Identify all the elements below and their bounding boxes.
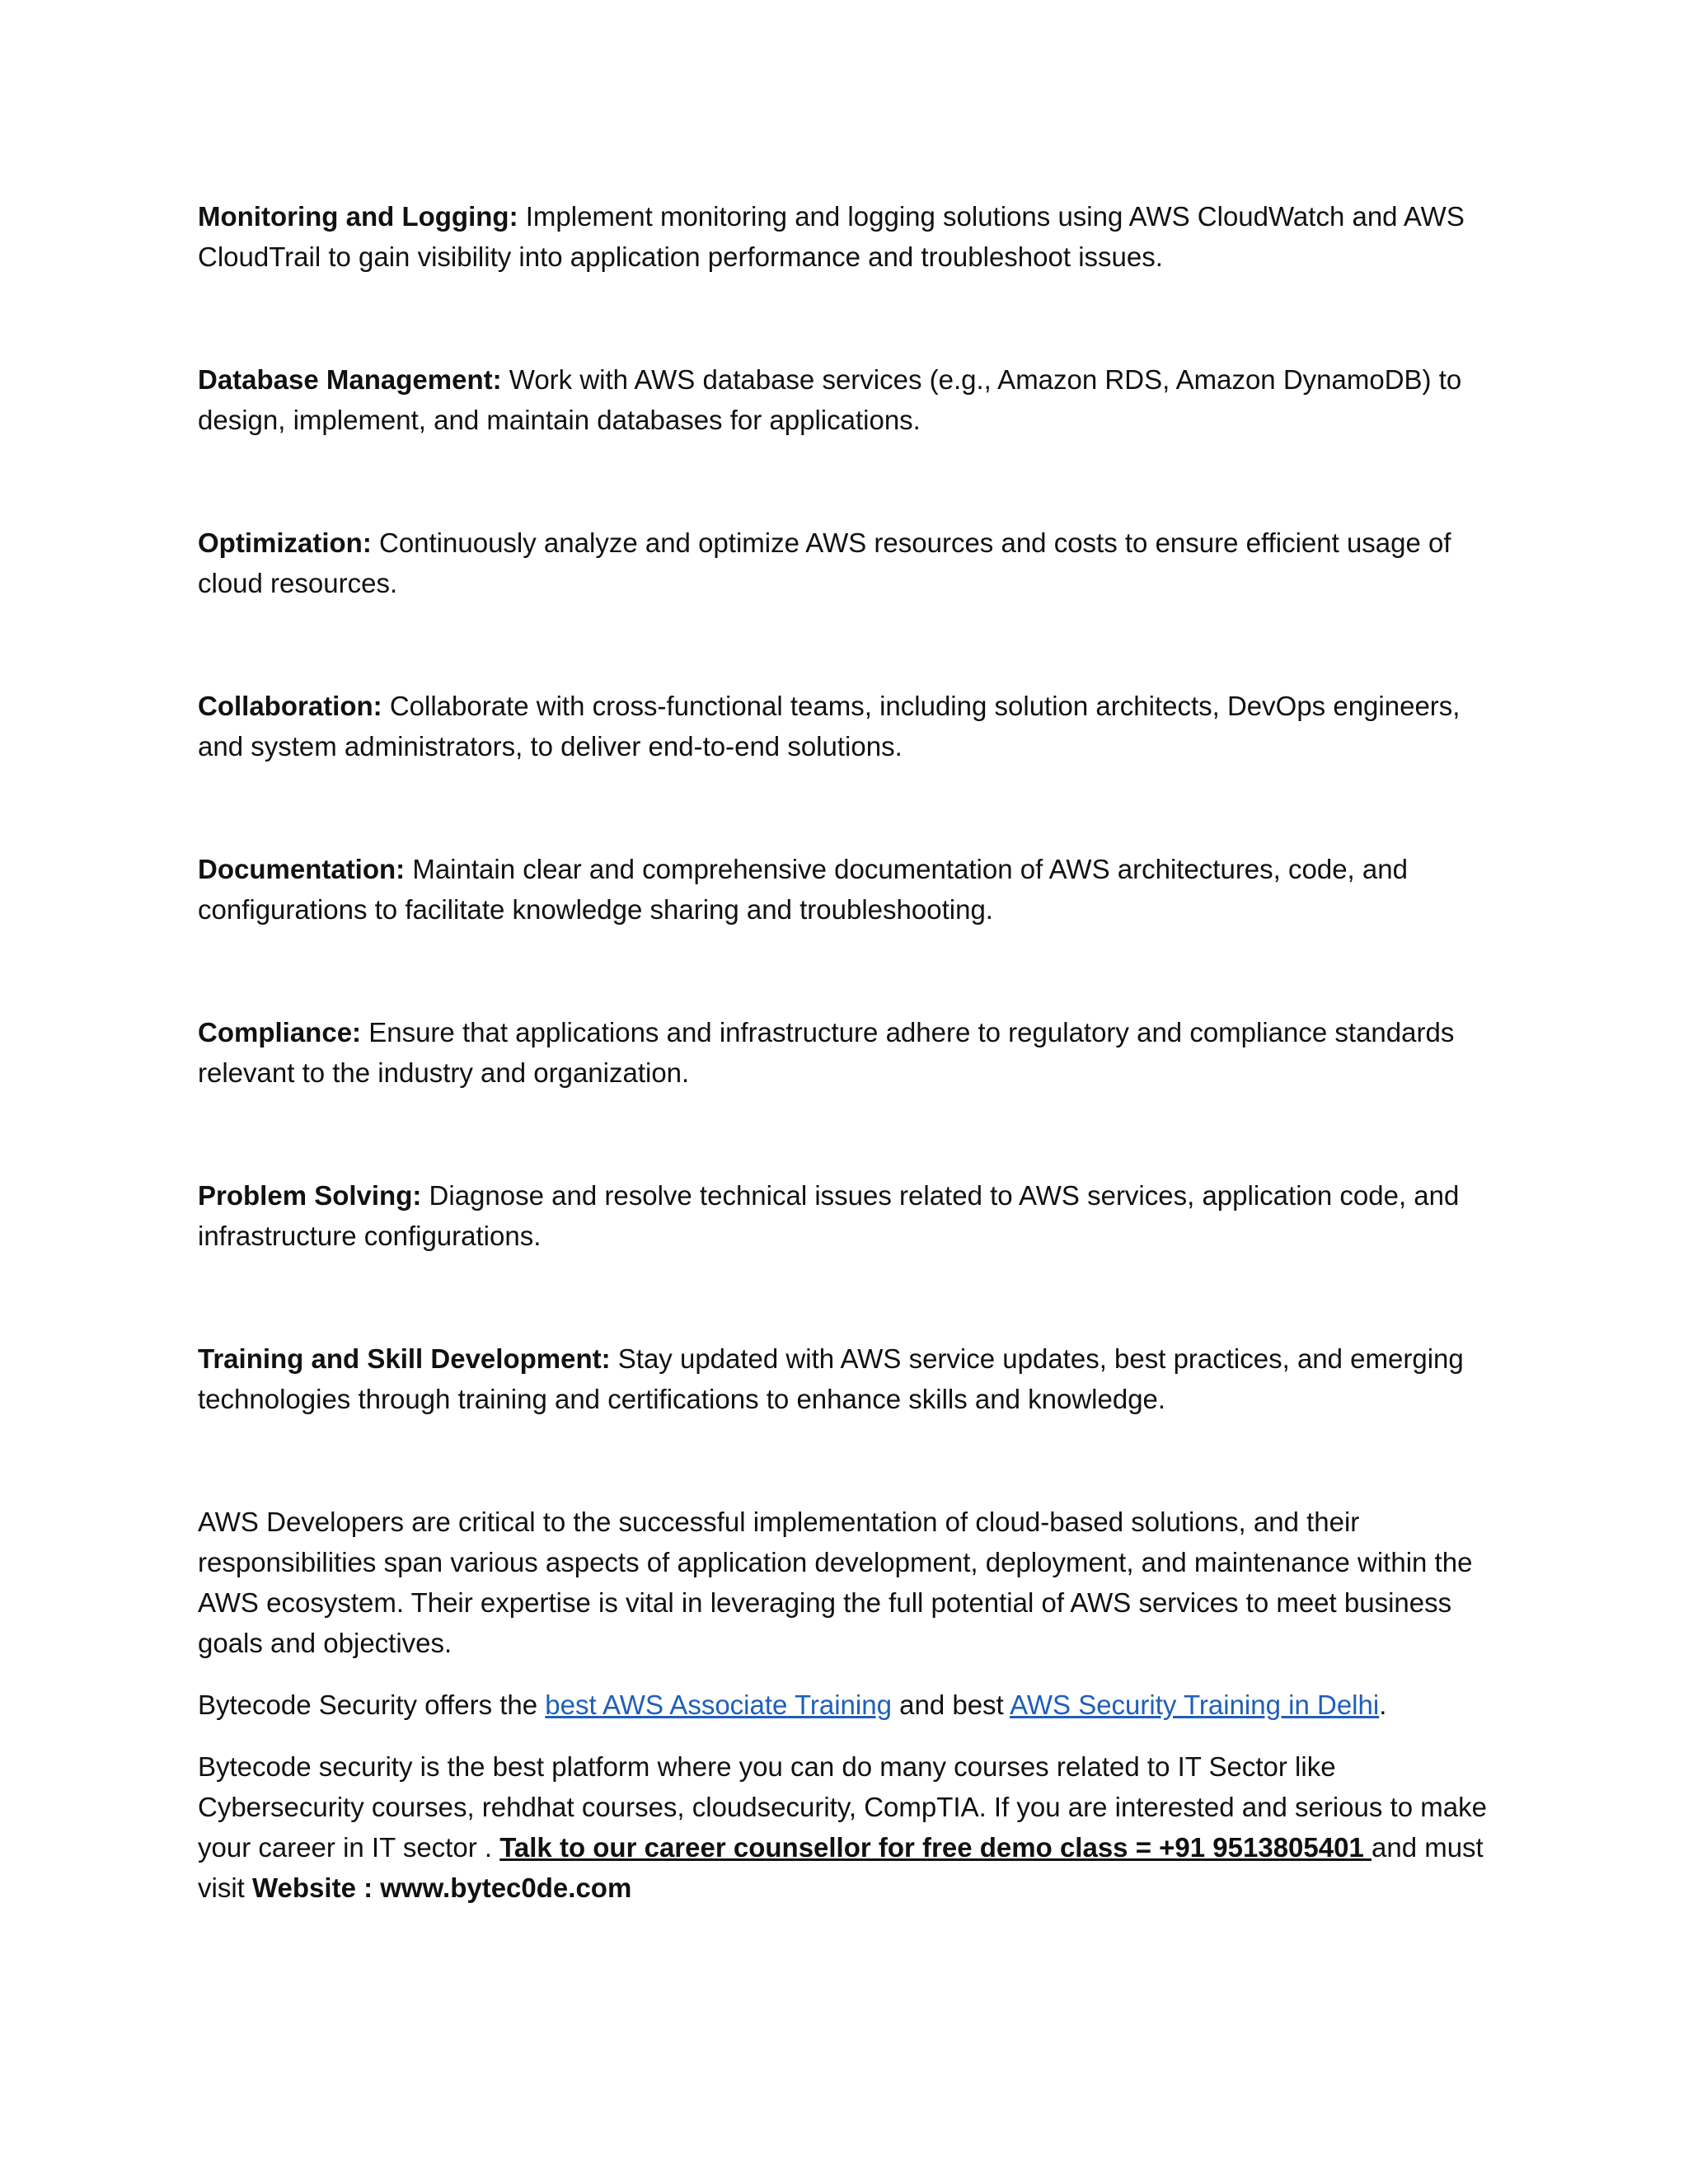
website-text: Website : www.bytec0de.com	[252, 1872, 632, 1903]
paragraph	[198, 1175, 1498, 1256]
offer-middle: and best	[891, 1690, 1010, 1720]
paragraph	[198, 523, 1498, 603]
section-text: Collaborate with cross-functional teams, including solution architects, DevOps engineers, and system administrators, to deliver end-to-end solutions.	[198, 691, 1461, 762]
section-database-management	[198, 359, 1498, 440]
section-text: Stay updated with AWS service updates, best practices, and emerging technologies through training and certifications to enhance skills and knowledge.	[198, 1343, 1464, 1414]
paragraph	[198, 1338, 1498, 1419]
section-term: Training and Skill Development:	[198, 1343, 611, 1374]
closing-block	[198, 1502, 1498, 1908]
paragraph	[198, 849, 1498, 930]
section-optimization	[198, 523, 1498, 603]
section-text: Continuously analyze and optimize AWS resources and costs to ensure efficient usage of cloud resources.	[198, 527, 1451, 598]
section-text: Work with AWS database services (e.g., Amazon RDS, Amazon DynamoDB) to design, implement, and maintain databases for applications.	[198, 364, 1462, 435]
platform-paragraph	[198, 1746, 1498, 1908]
aws-associate-training-link[interactable]: best AWS Associate Training	[545, 1690, 892, 1720]
section-training	[198, 1338, 1498, 1419]
paragraph	[198, 196, 1498, 277]
paragraph	[198, 359, 1498, 440]
section-text: Ensure that applications and infrastructure adhere to regulatory and compliance standards relevant to the industry and organization.	[198, 1017, 1455, 1088]
section-term: Documentation:	[198, 854, 406, 884]
section-collaboration	[198, 686, 1498, 766]
aws-security-training-link[interactable]: AWS Security Training in Delhi	[1010, 1690, 1380, 1720]
section-term: Problem Solving:	[198, 1180, 422, 1211]
section-term: Compliance:	[198, 1017, 362, 1047]
career-counsellor-cta: Talk to our career counsellor for free demo class = +91 9513805401	[499, 1832, 1372, 1863]
section-compliance	[198, 1012, 1498, 1093]
section-documentation	[198, 849, 1498, 930]
section-problem-solving	[198, 1175, 1498, 1256]
section-text: Diagnose and resolve technical issues related to AWS services, application code, and infrastructure configurations.	[198, 1180, 1460, 1251]
offer-paragraph	[198, 1685, 1498, 1725]
offer-suffix: .	[1379, 1690, 1387, 1720]
section-term: Collaboration:	[198, 691, 382, 721]
after-cta-text: and must visit	[198, 1832, 1484, 1903]
paragraph	[198, 686, 1498, 766]
section-term: Database Management:	[198, 364, 502, 395]
paragraph	[198, 1012, 1498, 1093]
section-text: Implement monitoring and logging solutions using AWS CloudWatch and AWS CloudTrail to gain visibility into application performance and troubleshoot issues.	[198, 201, 1465, 272]
section-term: Optimization:	[198, 527, 372, 558]
platform-text: Bytecode security is the best platform where you can do many courses related to IT Sector like Cybersecurity courses, rehdhat courses, cloudsecurity, CompTIA. If you are interested and serious to make your career in IT sector .	[198, 1751, 1487, 1863]
section-monitoring-logging	[198, 196, 1498, 277]
section-text: Maintain clear and comprehensive documentation of AWS architectures, code, and configurations to facilitate knowledge sharing and troubleshooting.	[198, 854, 1408, 925]
section-term: Monitoring and Logging:	[198, 201, 518, 232]
summary-paragraph: AWS Developers are critical to the successful implementation of cloud-based solutions, and their responsibilities span various aspects of application development, deployment, and maintenance within the AWS ecosystem. Their expertise is vital in leveraging the full potential of AWS services to meet business goals and objectives.	[198, 1507, 1473, 1658]
offer-prefix: Bytecode Security offers the	[198, 1690, 546, 1720]
